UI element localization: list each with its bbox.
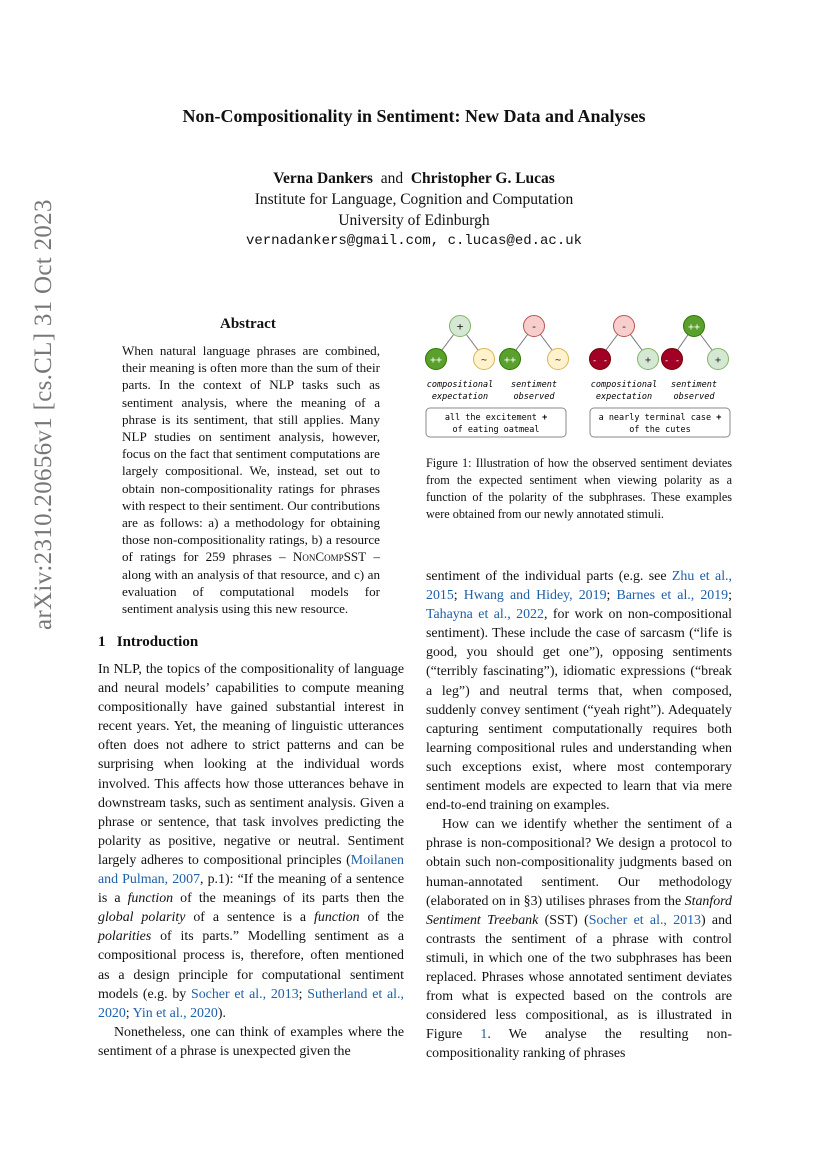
- intro-paragraph-1: In NLP, the topics of the compositionality of language and neural models’ capabilities to compute meaning compositionally have gained substantial interest in recent years. Yet, the meaning of linguistic utterances often does not adhere to strict patterns and can be surprising when looking at the individual words involved. This affects how those utterances behave in downstream tasks, such as sentiment analysis. Given a phrase or sentence, that task involves predicting the polarity as positive, negative or neutral. Sentiment largely adheres to compositional principles (Moilanen and Pulman, 2007, p.1): “If the meaning of a sentence is a function of the meanings of its parts then the global polarity of a sentence is a function of the polarities of its parts.” Modelling sentiment as a compositional process is, therefore, often mentioned as a design principle for computational sentiment models (e.g. by Socher et al., 2013; Sutherland et al., 2020; Yin et al., 2020).: [98, 662, 404, 1021]
- left-observed-node: [524, 316, 545, 337]
- paper-title: Non-Compositionality in Sentiment: New Data and Analyses: [182, 106, 646, 126]
- svg-text:+: +: [644, 355, 652, 366]
- citation-link[interactable]: Moilanen and Pulman, 2007: [98, 852, 404, 888]
- author-block: [0, 168, 828, 252]
- right-phrase-line-2: of the cutes: [629, 425, 691, 435]
- citation-link[interactable]: Barnes et al., 2019: [616, 588, 729, 604]
- author-1: Verna Dankers: [273, 170, 373, 187]
- right-label-expected-2: expectation: [595, 392, 653, 402]
- section-number: 1: [98, 634, 106, 650]
- right-phrase-line-1: a nearly terminal case +: [598, 413, 722, 423]
- left-label-observed-2: observed: [513, 392, 555, 402]
- left-column: [98, 660, 404, 1061]
- right-expected-node: [614, 316, 635, 337]
- arxiv-stamp-text: arXiv:2310.20656v1 [cs.CL] 31 Oct 2023: [30, 199, 57, 630]
- figure-1-caption: Figure 1: Illustration of how the observed sentiment deviates from the expected sentiment when viewing polarity as a function of the polarity of the subphrases. These examples were obtained from our newly annotated stimuli.: [426, 456, 732, 521]
- left-expected-node: [450, 316, 471, 337]
- right-paragraph-2: How can we identify whether the sentiment of a phrase is non-compositional? We design a protocol to obtain such non-compositionality judgments based on human-annotated sentiment. Our methodology (elaborated on in §3) utilises phrases from the Stanford Sentiment Treebank (SST) (Socher et al., 2013) and contrasts the sentiment of a phrase with control stimuli, in which one of the two subphrases has been replaced. Phrases whose annotated sentiment deviates from what is expected based on the controls are considered less compositional, as is illustrated in Figure 1. We analyse the resulting non-compositionality ranking of phrases: [426, 817, 732, 1062]
- citation-link[interactable]: Tahayna et al., 2022: [426, 607, 544, 623]
- right-expected-sign: -: [620, 320, 628, 333]
- author-names: [0, 168, 828, 189]
- left-label-observed-1: sentiment: [510, 380, 558, 390]
- svg-text:+: +: [714, 355, 722, 366]
- svg-text:~: ~: [554, 355, 562, 366]
- right-observed-sign: ++: [687, 322, 701, 333]
- right-label-observed-2: observed: [673, 392, 715, 402]
- right-leaf-4: [708, 349, 729, 370]
- left-leaf-1: [426, 349, 447, 370]
- figure-1-diagram: [420, 308, 740, 443]
- citation-link[interactable]: Yin et al., 2020: [132, 1005, 218, 1021]
- author-emails: vernadankers@gmail.com, c.lucas@ed.ac.uk: [245, 233, 583, 249]
- right-label-expected-1: compositional: [590, 380, 658, 390]
- arxiv-side-stamp: [30, 199, 70, 670]
- left-observed-sign: -: [530, 320, 538, 333]
- svg-text:++: ++: [429, 355, 443, 366]
- right-leaf-2: [638, 349, 659, 370]
- resource-name: NonCompSST: [292, 549, 367, 565]
- right-label-observed-1: sentiment: [670, 380, 718, 390]
- citation-link[interactable]: Socher et al., 2013: [191, 986, 299, 1002]
- right-leaf-1: [590, 349, 611, 370]
- abstract-heading: Abstract: [220, 316, 276, 332]
- right-observed-node: [684, 316, 705, 337]
- intro-paragraph-2: Nonetheless, one can think of examples where the sentiment of a phrase is unexpected given the: [98, 1024, 404, 1059]
- citation-link[interactable]: Sutherland et al., 2020: [98, 986, 404, 1021]
- author-and: and: [380, 170, 404, 187]
- left-leaf-3: [500, 349, 521, 370]
- left-label-expected-2: expectation: [431, 392, 489, 402]
- citation-link[interactable]: Socher et al., 2013: [588, 912, 701, 928]
- svg-text:++: ++: [503, 355, 517, 366]
- figure-ref-link[interactable]: 1: [480, 1027, 488, 1043]
- left-leaf-4: [548, 349, 569, 370]
- svg-text:- -: - -: [663, 356, 681, 366]
- left-phrase-line-2: of eating oatmeal: [452, 425, 540, 435]
- left-leaf-2: [474, 349, 495, 370]
- left-phrase-line-1: all the excitement +: [444, 413, 548, 423]
- citation-link[interactable]: Hwang and Hidey, 2019: [463, 588, 607, 604]
- author-university: University of Edinburgh: [338, 212, 490, 229]
- left-expected-sign: +: [456, 320, 464, 333]
- author-2: Christopher G. Lucas: [410, 170, 555, 187]
- left-label-expected-1: compositional: [426, 380, 494, 390]
- right-leaf-3: [662, 349, 683, 370]
- citation-link[interactable]: Zhu et al., 2015: [426, 569, 732, 604]
- section-heading: [98, 634, 198, 651]
- abstract-body: [122, 342, 380, 617]
- author-institute: Institute for Language, Cognition and Computation: [254, 191, 574, 208]
- abstract-text-1: When natural language phrases are combined, their meaning is often more than the sum of their parts. In the context of NLP tasks such as sentiment analysis, where the meaning of a phrase is its sentiment, that still applies. Many NLP studies on sentiment analysis, however, focus on the fact that sentiment computations are largely compositional. We, instead, set out to obtain non-compositionality ratings for phrases with respect to their sentiment. Our contributions are as follows: a) a methodology for obtaining those non-compositionality ratings, b) a resource of ratings for 259 phrases –: [122, 343, 380, 565]
- right-paragraph-1: sentiment of the individual parts (e.g. see Zhu et al., 2015; Hwang and Hidey, 2019; Barnes et al., 2019; Tahayna et al., 2022, for work on non-compositional sentiment). These include the case of sarcasm (“life is good, you should get one”), opposing sentiments (“terribly fascinating”), idiomatic expressions (“break a leg”) and neutral terms that, when composed, suddenly convey sentiment (“yeah right”). Adequately capturing sentiment computationally requires both learning compositional rules and understanding when such exceptions exist, where most contemporary sentiment models are expected to learn that via mere end-to-end training on examples.: [426, 569, 732, 814]
- abstract-text-2: – along with an analysis of that resource, and c) an evaluation of computational models for sentiment analysis using this new resource.: [122, 549, 380, 617]
- right-column: [426, 567, 732, 1063]
- section-title: Introduction: [116, 634, 199, 650]
- svg-text:~: ~: [480, 355, 488, 366]
- svg-text:- -: - -: [591, 356, 609, 366]
